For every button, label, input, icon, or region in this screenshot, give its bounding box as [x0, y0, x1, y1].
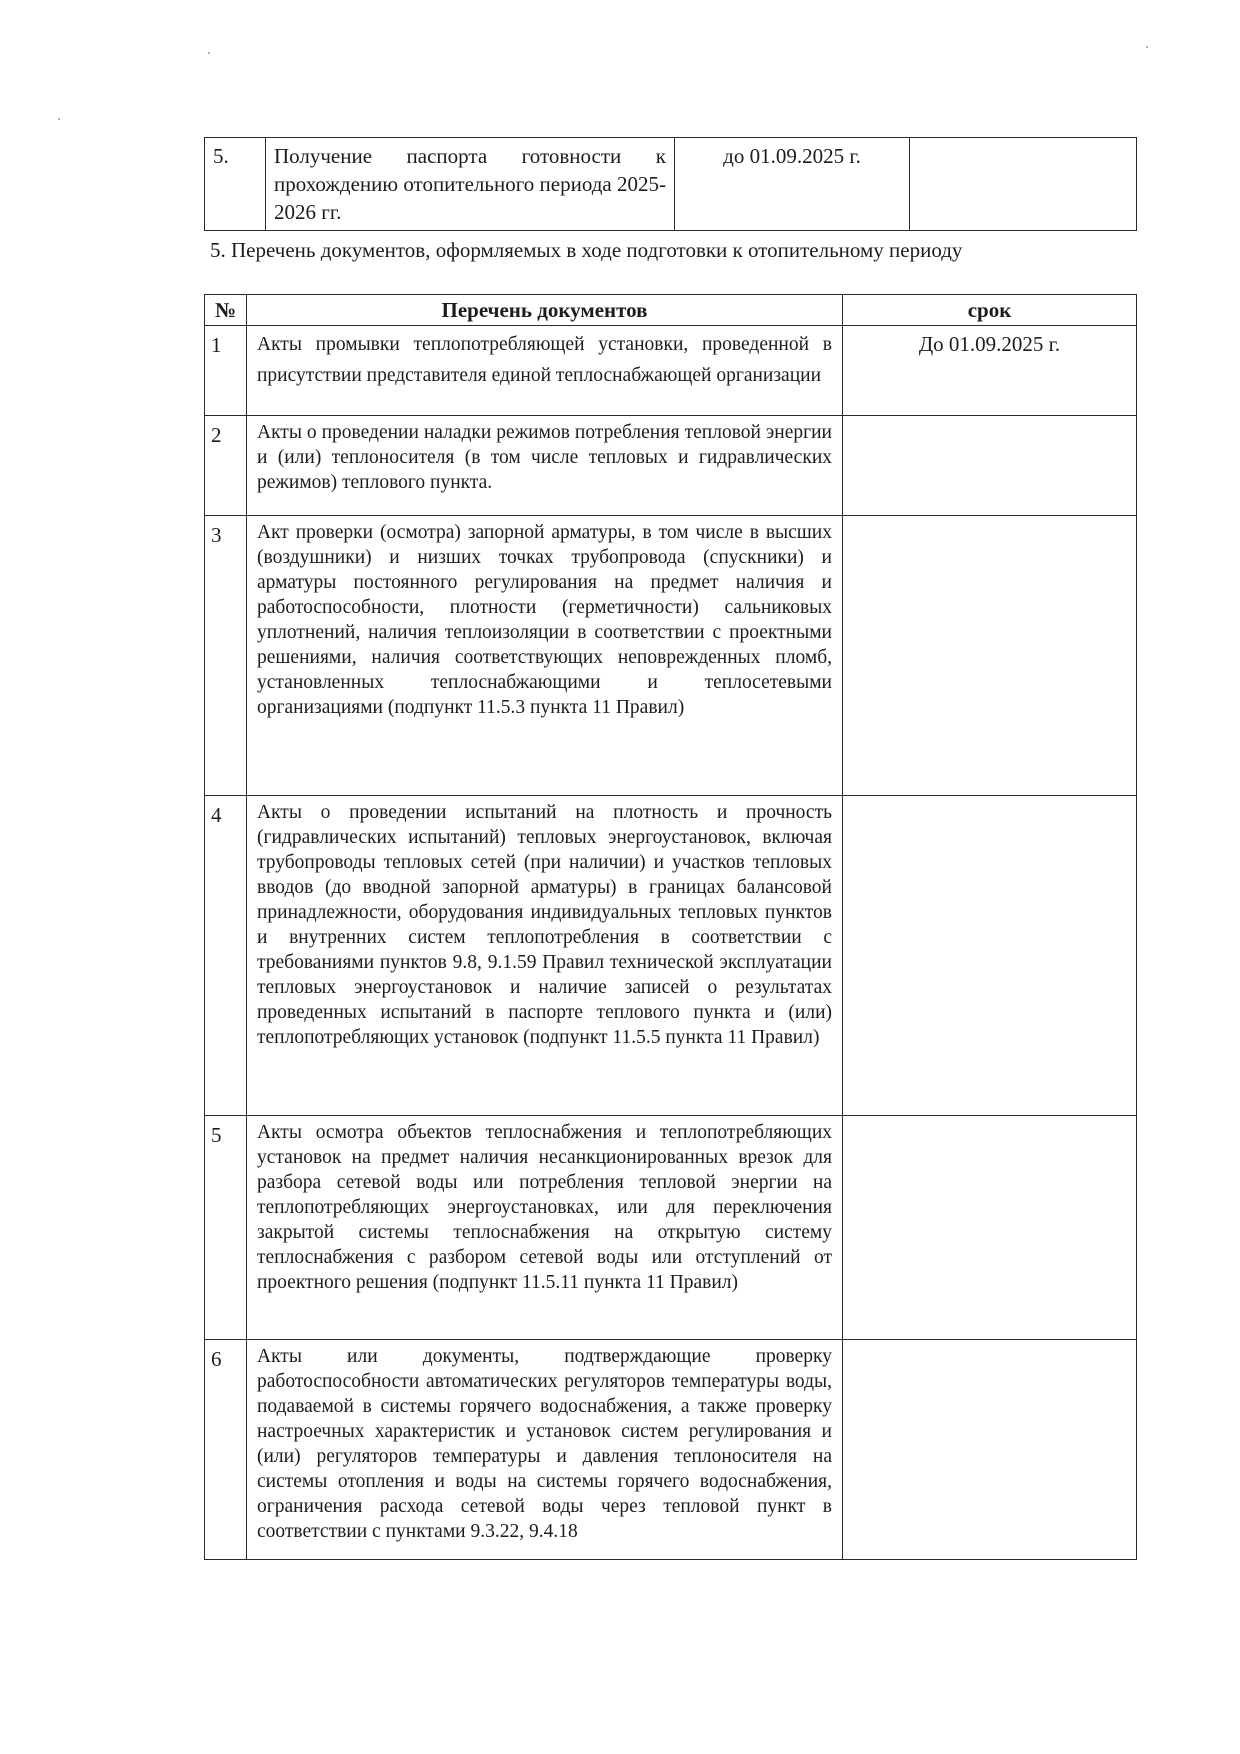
scan-speck	[208, 52, 210, 54]
row-number: 5	[205, 1116, 247, 1340]
row-number: 3	[205, 516, 247, 796]
table-row	[205, 516, 1137, 796]
row-document: Акты о проведении наладки режимов потребления тепловой энергии и (или) теплоносителя (в том числе тепловых и гидравлических режимов) теплового пункта.	[247, 416, 843, 516]
scan-speck	[1146, 46, 1148, 48]
table-row	[205, 1340, 1137, 1560]
row-date: до 01.09.2025 г.	[675, 138, 910, 231]
row-term: До 01.09.2025 г.	[843, 326, 1137, 416]
row-term	[843, 1116, 1137, 1340]
row-document: Акты о проведении испытаний на плотность и прочность (гидравлических испытаний) тепловых энергоустановок, включая трубопроводы тепловых сетей (при наличии) и участков тепловых вводов (до вводной запорной арматуры) в границах балансовой принадлежности, оборудования индивидуальных тепловых пунктов и внутренних систем теплопотребления в соответствии с требованиями пунктов 9.8, 9.1.59 Правил технической эксплуатации тепловых энергоустановок и наличие записей о результатах проведенных испытаний в паспорте теплового пункта и (или) теплопотребляющих установок (подпункт 11.5.5 пункта 11 Правил)	[247, 796, 843, 1116]
header-num: №	[205, 295, 247, 326]
table-header-row	[205, 295, 1137, 326]
table-row	[205, 416, 1137, 516]
row-text: Получение паспорта готовности к прохождению отопительного периода 2025-2026 гг.	[266, 138, 675, 231]
row-term	[843, 416, 1137, 516]
section-title: 5. Перечень документов, оформляемых в ходе подготовки к отопительному периоду	[210, 238, 963, 262]
header-term: срок	[843, 295, 1137, 326]
row-number: 4	[205, 796, 247, 1116]
documents-table	[204, 294, 1137, 1560]
readiness-table	[204, 137, 1137, 231]
row-number: 2	[205, 416, 247, 516]
row-extra	[910, 138, 1137, 231]
row-term	[843, 1340, 1137, 1560]
row-document: Акт проверки (осмотра) запорной арматуры, в том числе в высших (воздушники) и низших точках трубопровода (спускники) и арматуры постоянного регулирования на предмет наличия и работоспособности, плотности (герметичности) сальниковых уплотнений, наличия теплоизоляции в соответствии с проектными решениями, наличия соответствующих неповрежденных пломб, установленных теплоснабжающими и теплосетевыми организациями (подпункт 11.5.3 пункта 11 Правил)	[247, 516, 843, 796]
row-term	[843, 796, 1137, 1116]
header-documents: Перечень документов	[247, 295, 843, 326]
row-document: Акты или документы, подтверждающие проверку работоспособности автоматических регуляторов температуры воды, подаваемой в системы горячего водоснабжения, а также проверку настроечных характеристик и установок систем регулирования и (или) регуляторов температуры и давления теплоносителя на системы отопления и воды на системы горячего водоснабжения, ограничения расхода сетевой воды через тепловой пункт в соответствии с пунктами 9.3.22, 9.4.18	[247, 1340, 843, 1560]
table-row	[205, 326, 1137, 416]
table-row	[205, 138, 1137, 231]
row-number: 5.	[205, 138, 266, 231]
row-term	[843, 516, 1137, 796]
scan-speck	[58, 118, 60, 120]
row-document: Акты промывки теплопотребляющей установки, проведенной в присутствии представителя единой теплоснабжающей организации	[247, 326, 843, 416]
row-document: Акты осмотра объектов теплоснабжения и теплопотребляющих установок на предмет наличия несанкционированных врезок для разбора сетевой воды или потребления тепловой энергии на теплопотребляющих энергоустановках, или для переключения закрытой системы теплоснабжения на открытую систему теплоснабжения с разбором сетевой воды или отступлений от проектного решения (подпункт 11.5.11 пункта 11 Правил)	[247, 1116, 843, 1340]
row-number: 1	[205, 326, 247, 416]
row-number: 6	[205, 1340, 247, 1560]
table-row	[205, 796, 1137, 1116]
table-row	[205, 1116, 1137, 1340]
